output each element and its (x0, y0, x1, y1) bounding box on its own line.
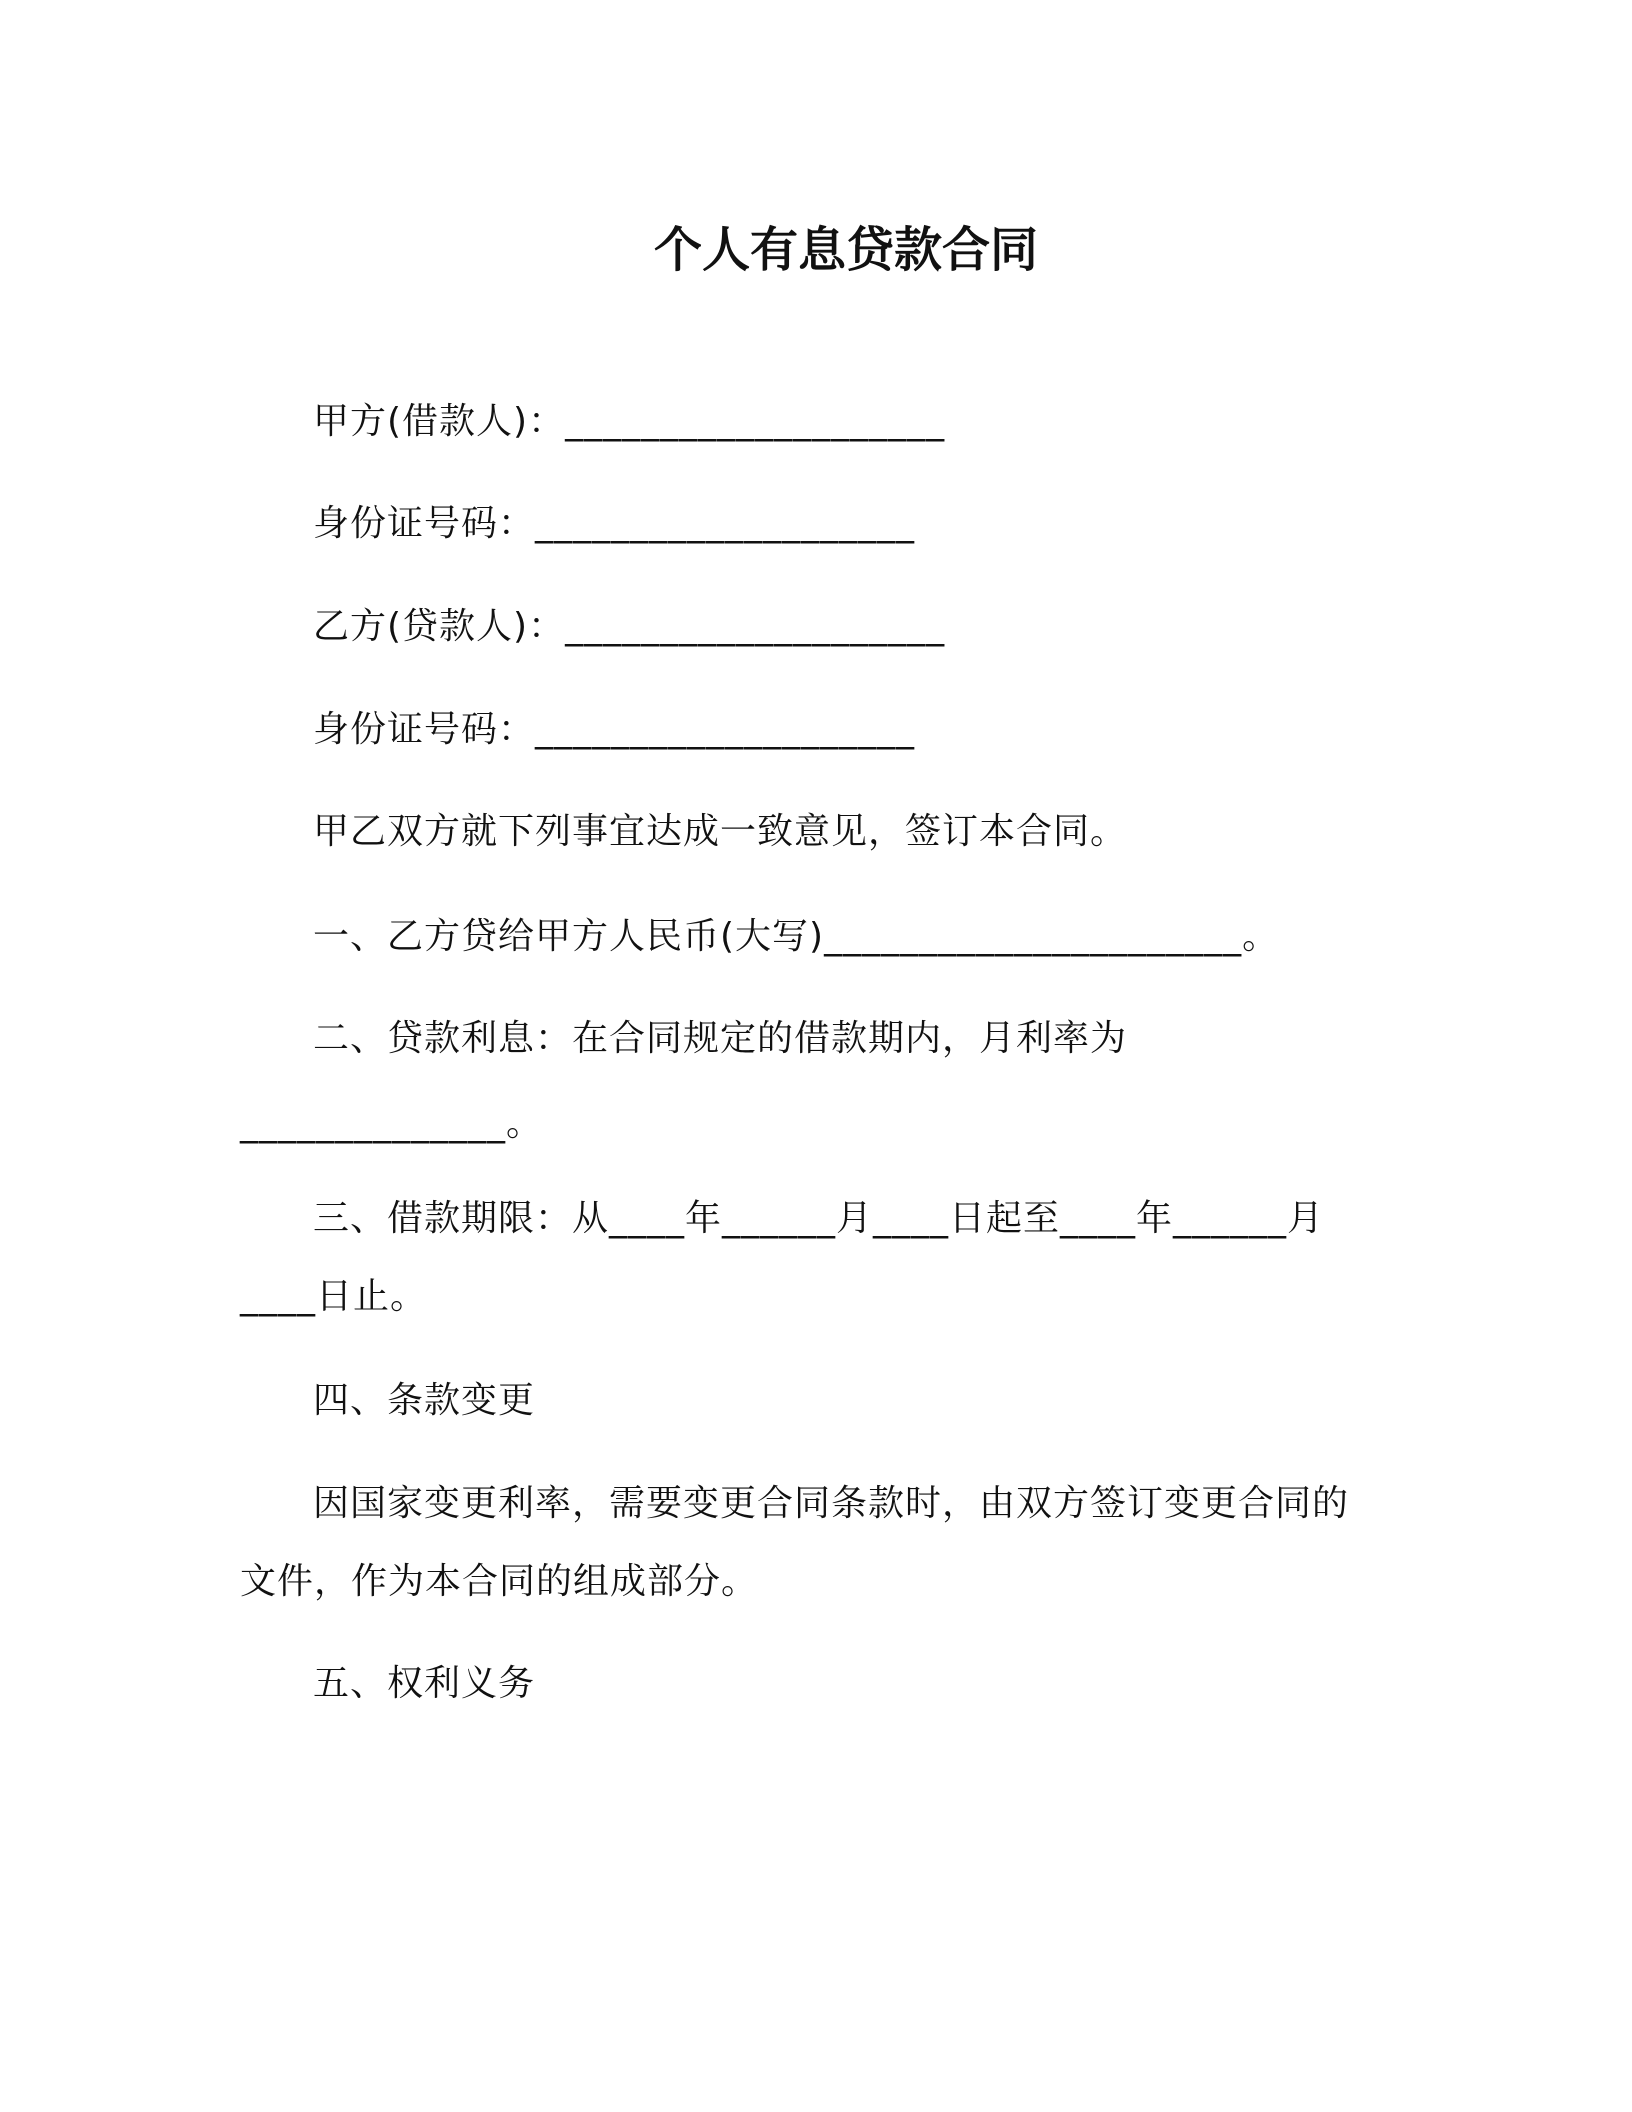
party-a-id-line: 身份证号码：____________________ (313, 503, 916, 544)
document-title: 个人有息贷款合同 (653, 222, 1038, 278)
clause-4-heading: 四、条款变更 (313, 1380, 536, 1421)
clause-5-heading: 五、权利义务 (313, 1663, 536, 1704)
clause-2-interest-cont: ______________。 (240, 1103, 543, 1144)
clause-3-term: 三、借款期限：从____年______月____日起至____年______月 (313, 1198, 1325, 1239)
clause-4-text-cont: 文件，作为本合同的组成部分。 (240, 1561, 759, 1602)
party-a-borrower-line: 甲方(借款人)：____________________ (313, 401, 946, 442)
clause-2-interest: 二、贷款利息：在合同规定的借款期内，月利率为 (313, 1018, 1128, 1059)
clause-3-term-cont: ____日止。 (240, 1276, 428, 1317)
clause-4-text: 因国家变更利率，需要变更合同条款时，由双方签订变更合同的 (313, 1483, 1350, 1524)
agreement-intro: 甲乙双方就下列事宜达成一致意见，签订本合同。 (313, 811, 1128, 852)
party-b-id-line: 身份证号码：____________________ (313, 709, 916, 750)
party-b-lender-line: 乙方(贷款人)：____________________ (313, 606, 946, 647)
clause-1-loan-amount: 一、乙方贷给甲方人民币(大写)______________________。 (313, 916, 1280, 957)
